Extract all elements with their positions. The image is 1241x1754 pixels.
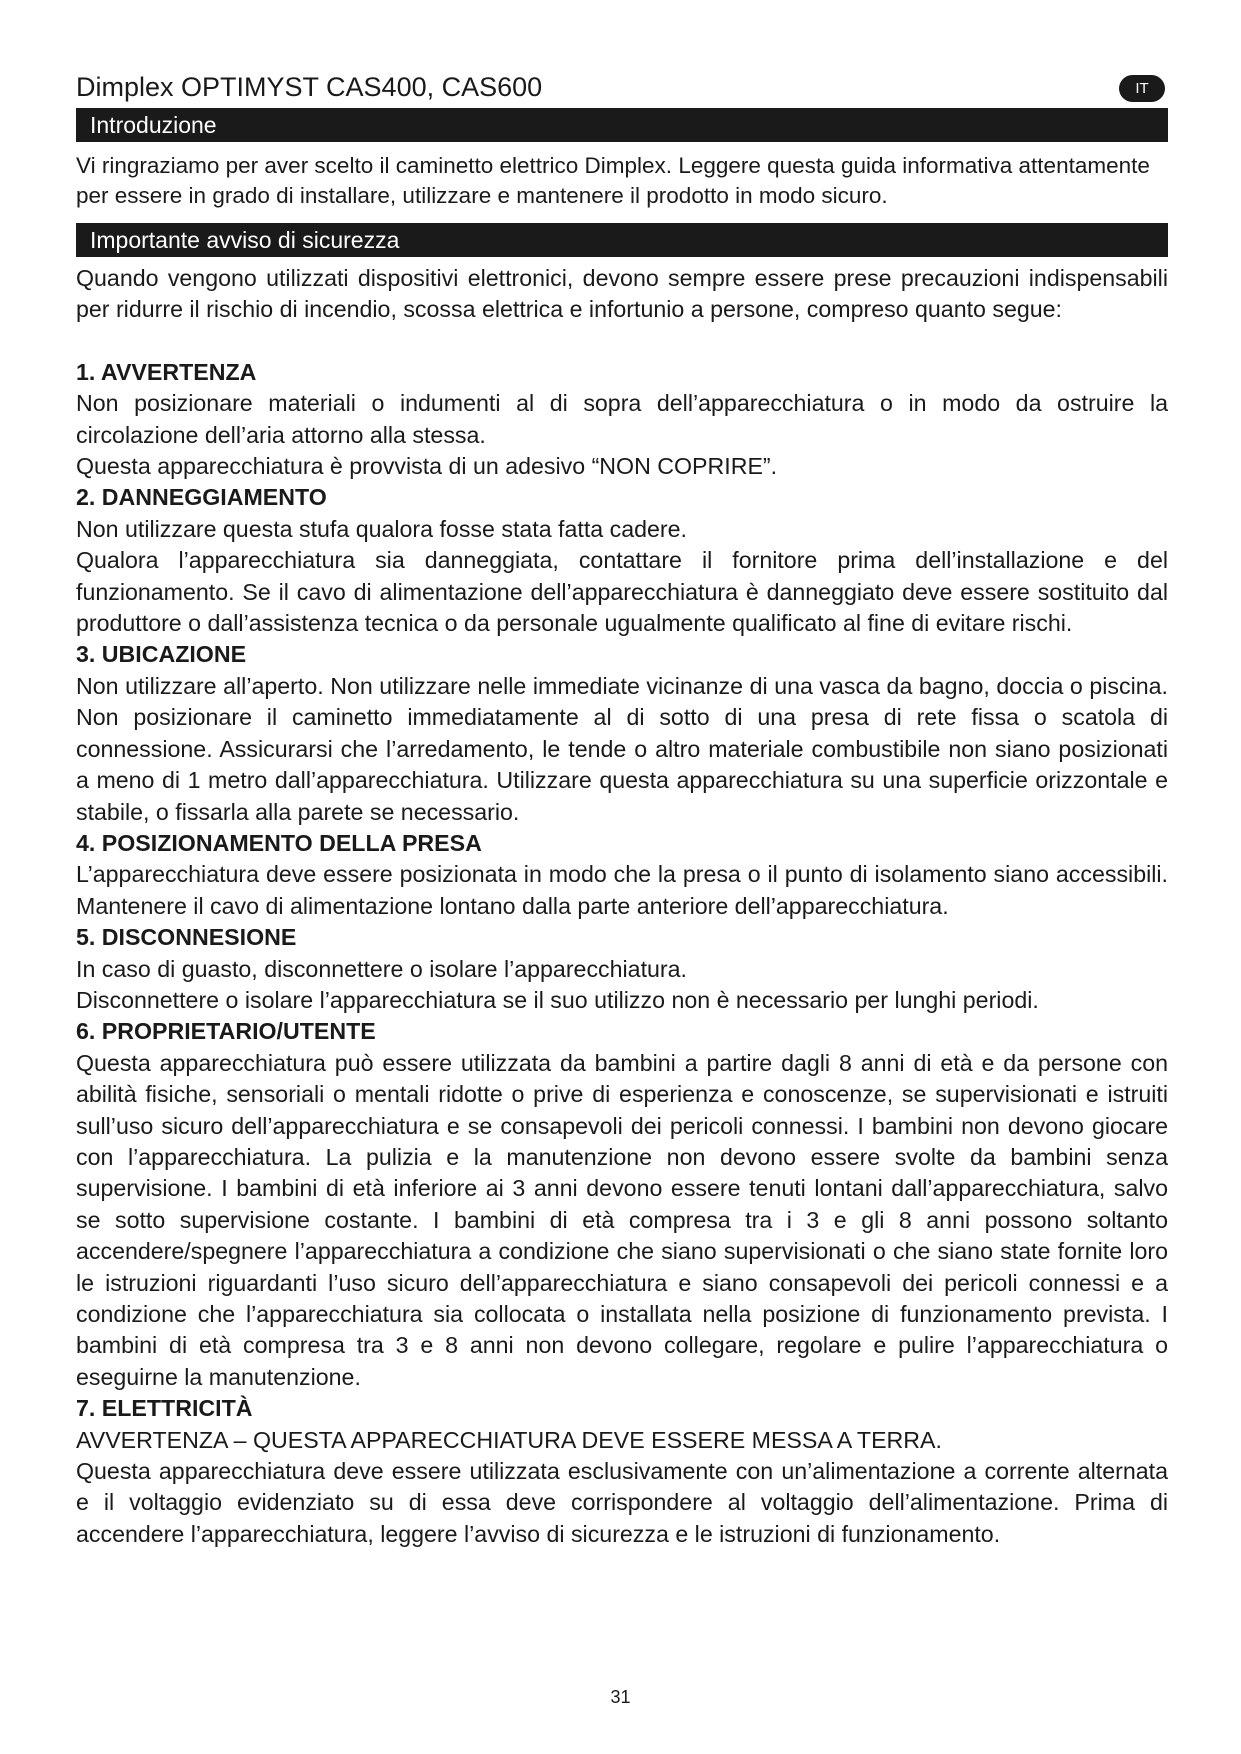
item-heading-electricity: 7. ELETTRICITÀ xyxy=(76,1395,253,1422)
item-paragraph: Questa apparecchiatura può essere utilizzata da bambini a partire dagli 8 anni di età e da persone con abilità fisiche, sensoriali o mentali ridotte o prive di esperienza e conoscenze, se supervisionati e istruiti sull’uso sicuro dell’apparecchiatura e se consapevoli dei pericoli connessi. I bambini non devono giocare con l’apparecchiatura. La pulizia e la manutenzione non devono essere svolte da bambini senza supervisione. I bambini di età inferiore ai 3 anni devono essere tenuti lontani dall’apparecchiatura, salvo se sotto supervisione costante. I bambini di età compresa tra i 3 e gli 8 anni possono soltanto accendere/spegnere l’apparecchiatura a condizione che siano supervisionati o che siano state fornite loro le istruzioni riguardanti l’uso sicuro dell’apparecchiatura e siano consapevoli dei pericoli connessi e a condizione che l’apparecchiatura sia collocata o installata nella posizione di funzionamento prevista. I bambini di età compresa tra 3 e 8 anni non devono collegare, regolare e pulire l’apparecchiatura o eseguirne la manutenzione. xyxy=(76,1049,1168,1390)
item-heading-location: 3. UBICAZIONE xyxy=(76,641,247,668)
item-paragraph: Non utilizzare questa stufa qualora fosse stata fatta cadere. xyxy=(76,515,687,542)
safety-lead-paragraph: Quando vengono utilizzati dispositivi elettronici, devono sempre essere prese precauzioni indispensabili per ridurre il rischio di incendio, scossa elettrica e infortunio a persone, compreso quanto segue: xyxy=(76,265,1168,323)
section-heading-introduction: Introduzione xyxy=(76,108,1168,142)
item-paragraph: In caso di guasto, disconnettere o isolare l’apparecchiatura. xyxy=(76,955,687,982)
item-heading-warning: 1. AVVERTENZA xyxy=(76,358,257,385)
item-paragraph: Qualora l’apparecchiatura sia danneggiata, contattare il fornitore prima dell’installazione e del funzionamento. Se il cavo di alimentazione dell’apparecchiatura è danneggiato deve essere sostituito dal produttore o dall’assistenza tecnica o da personale ugualmente qualificato al fine di evitare rischi. xyxy=(76,547,1168,637)
item-paragraph: Non utilizzare all’aperto. Non utilizzare nelle immediate vicinanze di una vasca da bagno, doccia o piscina. Non posizionare il caminetto immediatamente al di sotto di una presa di rete fissa o scatola di connessione. Assicurarsi che l’arredamento, le tende o altro materiale combustibile non siano posizionati a meno di 1 metro dall’apparecchiatura. Utilizzare questa apparecchiatura su una superficie orizzontale e stabile, o fissarla alla parete se necessario. xyxy=(76,672,1168,825)
introduction-text: Vi ringraziamo per aver scelto il caminetto elettrico Dimplex. Leggere questa guida informativa attentamente per essere in grado di installare, utilizzare e mantenere il prodotto in modo sicuro. xyxy=(76,153,1150,208)
item-paragraph: Disconnettere o isolare l’apparecchiatura se il suo utilizzo non è necessario per lunghi periodi. xyxy=(76,986,1039,1013)
item-heading-socket-position: 4. POSIZIONAMENTO DELLA PRESA xyxy=(76,829,482,856)
safety-content xyxy=(76,263,1168,1550)
page-number: 31 xyxy=(610,1687,631,1707)
document-title: Dimplex OPTIMYST CAS400, CAS600 xyxy=(76,72,543,102)
language-badge: IT xyxy=(1119,75,1165,102)
item-paragraph: Non posizionare materiali o indumenti al di sopra dell’apparecchiatura o in modo da ostruire la circolazione dell’aria attorno alla stessa. xyxy=(76,390,1168,448)
item-heading-owner-user: 6. PROPRIETARIO/UTENTE xyxy=(76,1018,376,1045)
item-paragraph: L’apparecchiatura deve essere posizionata in modo che la presa o il punto di isolamento siano accessibili. Mantenere il cavo di alimentazione lontano dalla parte anteriore dell’apparecchiatura. xyxy=(76,861,1168,919)
item-heading-disconnection: 5. DISCONNESIONE xyxy=(76,924,297,951)
section-heading-safety-notice: Importante avviso di sicurezza xyxy=(76,223,1168,257)
item-heading-damage: 2. DANNEGGIAMENTO xyxy=(76,484,327,511)
item-paragraph: Questa apparecchiatura è provvista di un adesivo “NON COPRIRE”. xyxy=(76,453,778,480)
item-paragraph: Questa apparecchiatura deve essere utilizzata esclusivamente con un’alimentazione a corrente alternata e il voltaggio evidenziato su di essa deve corrispondere al voltaggio dell’alimentazione. Prima di accendere l’apparecchiatura, leggere l’avviso di sicurezza e le istruzioni di funzionamento. xyxy=(76,1458,1168,1547)
item-paragraph: AVVERTENZA – QUESTA APPARECCHIATURA DEVE ESSERE MESSA A TERRA. xyxy=(76,1426,942,1453)
spacer xyxy=(76,326,1168,357)
